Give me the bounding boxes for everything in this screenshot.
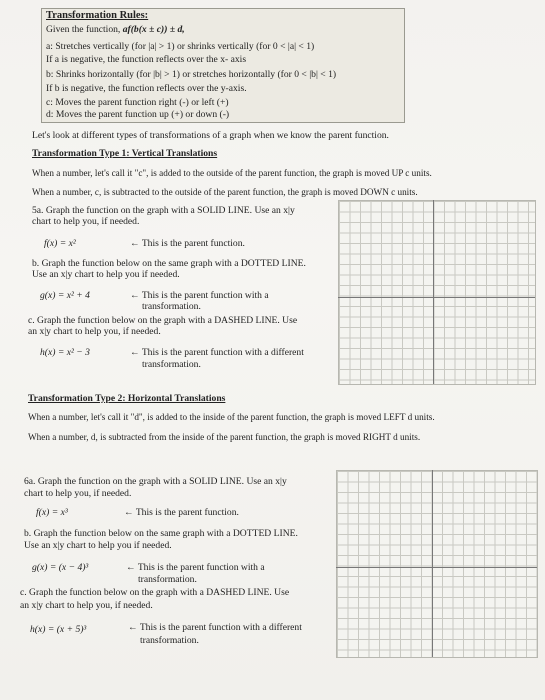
q5b-note2: transformation. bbox=[142, 301, 201, 312]
q6b-line2: Use an x|y chart to help you if needed. bbox=[24, 540, 172, 551]
q6a-note: ← This is the parent function. bbox=[124, 507, 239, 518]
q5c-formula: h(x) = x² − 3 bbox=[40, 347, 90, 358]
type2-line2: When a number, d, is subtracted from the inside of the parent function, the graph is moved RIGHT d units. bbox=[28, 432, 421, 442]
q6a-line2: chart to help you, if needed. bbox=[24, 488, 132, 499]
q5a-line2: chart to help you, if needed. bbox=[32, 216, 140, 227]
type1-line1: When a number, let's call it "c", is added to the outside of the parent function, the graph is moved UP c units. bbox=[32, 168, 432, 178]
graph-5-x-axis bbox=[338, 297, 535, 298]
q5c-note1: ← This is the parent function with a different bbox=[130, 347, 304, 358]
q6a-formula: f(x) = x³ bbox=[36, 507, 68, 518]
q5c-note2: transformation. bbox=[142, 359, 201, 370]
graph-grid-6[interactable] bbox=[336, 470, 538, 658]
rules-given-prefix: Given the function, bbox=[46, 24, 123, 35]
q6c-line2: an x|y chart to help you, if needed. bbox=[20, 600, 153, 611]
rules-b-line1: b: Shrinks horizontally (for |b| > 1) or stretches horizontally (for 0 < |b| < 1) bbox=[46, 69, 337, 80]
rules-title: Transformation Rules: bbox=[46, 10, 149, 21]
q6c-line1: c. Graph the function below on the graph with a DASHED LINE. Use bbox=[20, 587, 290, 598]
q6b-formula: g(x) = (x − 4)³ bbox=[32, 562, 89, 573]
rules-c-line: c: Moves the parent function right (-) or left (+) bbox=[46, 97, 229, 108]
q5c-line2: an x|y chart to help you, if needed. bbox=[28, 326, 161, 337]
graph-6-x-axis bbox=[336, 567, 537, 568]
type2-heading: Transformation Type 2: Horizontal Translations bbox=[28, 393, 226, 404]
q6b-note1: ← This is the parent function with a bbox=[126, 562, 265, 573]
q5a-note: ← This is the parent function. bbox=[130, 238, 245, 249]
q6b-line1: b. Graph the function below on the same graph with a DOTTED LINE. bbox=[24, 528, 298, 539]
q5c-line1: c. Graph the function below on the graph with a DASHED LINE. Use bbox=[28, 315, 298, 326]
rules-b-line2: If b is negative, the function reflects over the y-axis. bbox=[46, 83, 247, 94]
q5a-line1: 5a. Graph the function on the graph with a SOLID LINE. Use an x|y bbox=[32, 205, 295, 216]
q6c-note1: ← This is the parent function with a different bbox=[128, 622, 302, 633]
rules-a-line2: If a is negative, the function reflects over the x- axis bbox=[46, 54, 247, 65]
rules-a-line1: a: Stretches vertically (for |a| > 1) or shrinks vertically (for 0 < |a| < 1) bbox=[46, 41, 315, 52]
q5b-line2: Use an x|y chart to help you if needed. bbox=[32, 269, 180, 280]
type2-line1: When a number, let's call it "d", is added to the inside of the parent function, the graph is moved LEFT d units. bbox=[28, 412, 435, 422]
q6b-note2: transformation. bbox=[138, 574, 197, 585]
graph-grid-5[interactable] bbox=[338, 200, 536, 385]
q6a-line1: 6a. Graph the function on the graph with a SOLID LINE. Use an x|y bbox=[24, 476, 287, 487]
rules-d-line: d: Moves the parent function up (+) or down (-) bbox=[46, 109, 230, 120]
graph-6-y-axis bbox=[432, 470, 433, 657]
q5b-note1: ← This is the parent function with a bbox=[130, 290, 269, 301]
graph-5-y-axis bbox=[433, 200, 434, 384]
q5b-formula: g(x) = x² + 4 bbox=[40, 290, 90, 301]
q6c-note2: transformation. bbox=[140, 635, 199, 646]
q5a-formula: f(x) = x² bbox=[44, 238, 76, 249]
rules-given bbox=[46, 24, 185, 35]
q6c-formula: h(x) = (x + 5)³ bbox=[30, 624, 87, 635]
type1-heading: Transformation Type 1: Vertical Translations bbox=[32, 148, 218, 159]
q5b-line1: b. Graph the function below on the same graph with a DOTTED LINE. bbox=[32, 258, 306, 269]
type1-line2: When a number, c, is subtracted to the outside of the parent function, the graph is moved DOWN c units. bbox=[32, 187, 418, 197]
rules-given-formula: af(b(x ± c)) ± d, bbox=[122, 24, 185, 35]
intro-text: Let's look at different types of transformations of a graph when we know the parent function. bbox=[32, 130, 389, 141]
